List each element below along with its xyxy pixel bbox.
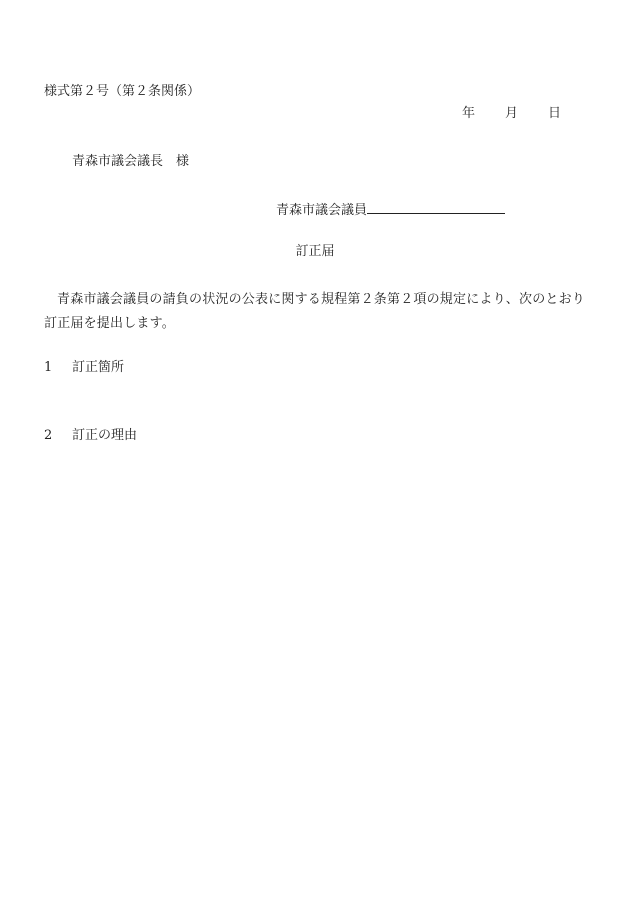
item-number: 1: [44, 360, 53, 375]
submitter-name-blank: [367, 200, 505, 214]
item-label: 訂正の理由: [72, 428, 138, 443]
document-title: 訂正届: [295, 244, 335, 259]
date-month-label: 月: [505, 106, 519, 121]
date-line: [462, 106, 561, 122]
date-day-label: 日: [548, 106, 562, 121]
submitter-line: [276, 200, 505, 219]
addressee: 青森市議会議長 様: [72, 154, 190, 169]
date-year-label: 年: [462, 106, 476, 121]
submitter-label: 青森市議会議員: [276, 203, 368, 218]
item-label: 訂正箇所: [72, 360, 125, 375]
item-correction-location: [44, 360, 124, 376]
item-correction-reason: [44, 428, 137, 444]
item-number: 2: [44, 428, 53, 443]
body-paragraph: 青森市議会議員の請負の状況の公表に関する規程第２条第２項の規定により、次のとおり訂正届を提出します。: [44, 292, 586, 331]
form-number: 様式第２号（第２条関係）: [44, 84, 201, 99]
